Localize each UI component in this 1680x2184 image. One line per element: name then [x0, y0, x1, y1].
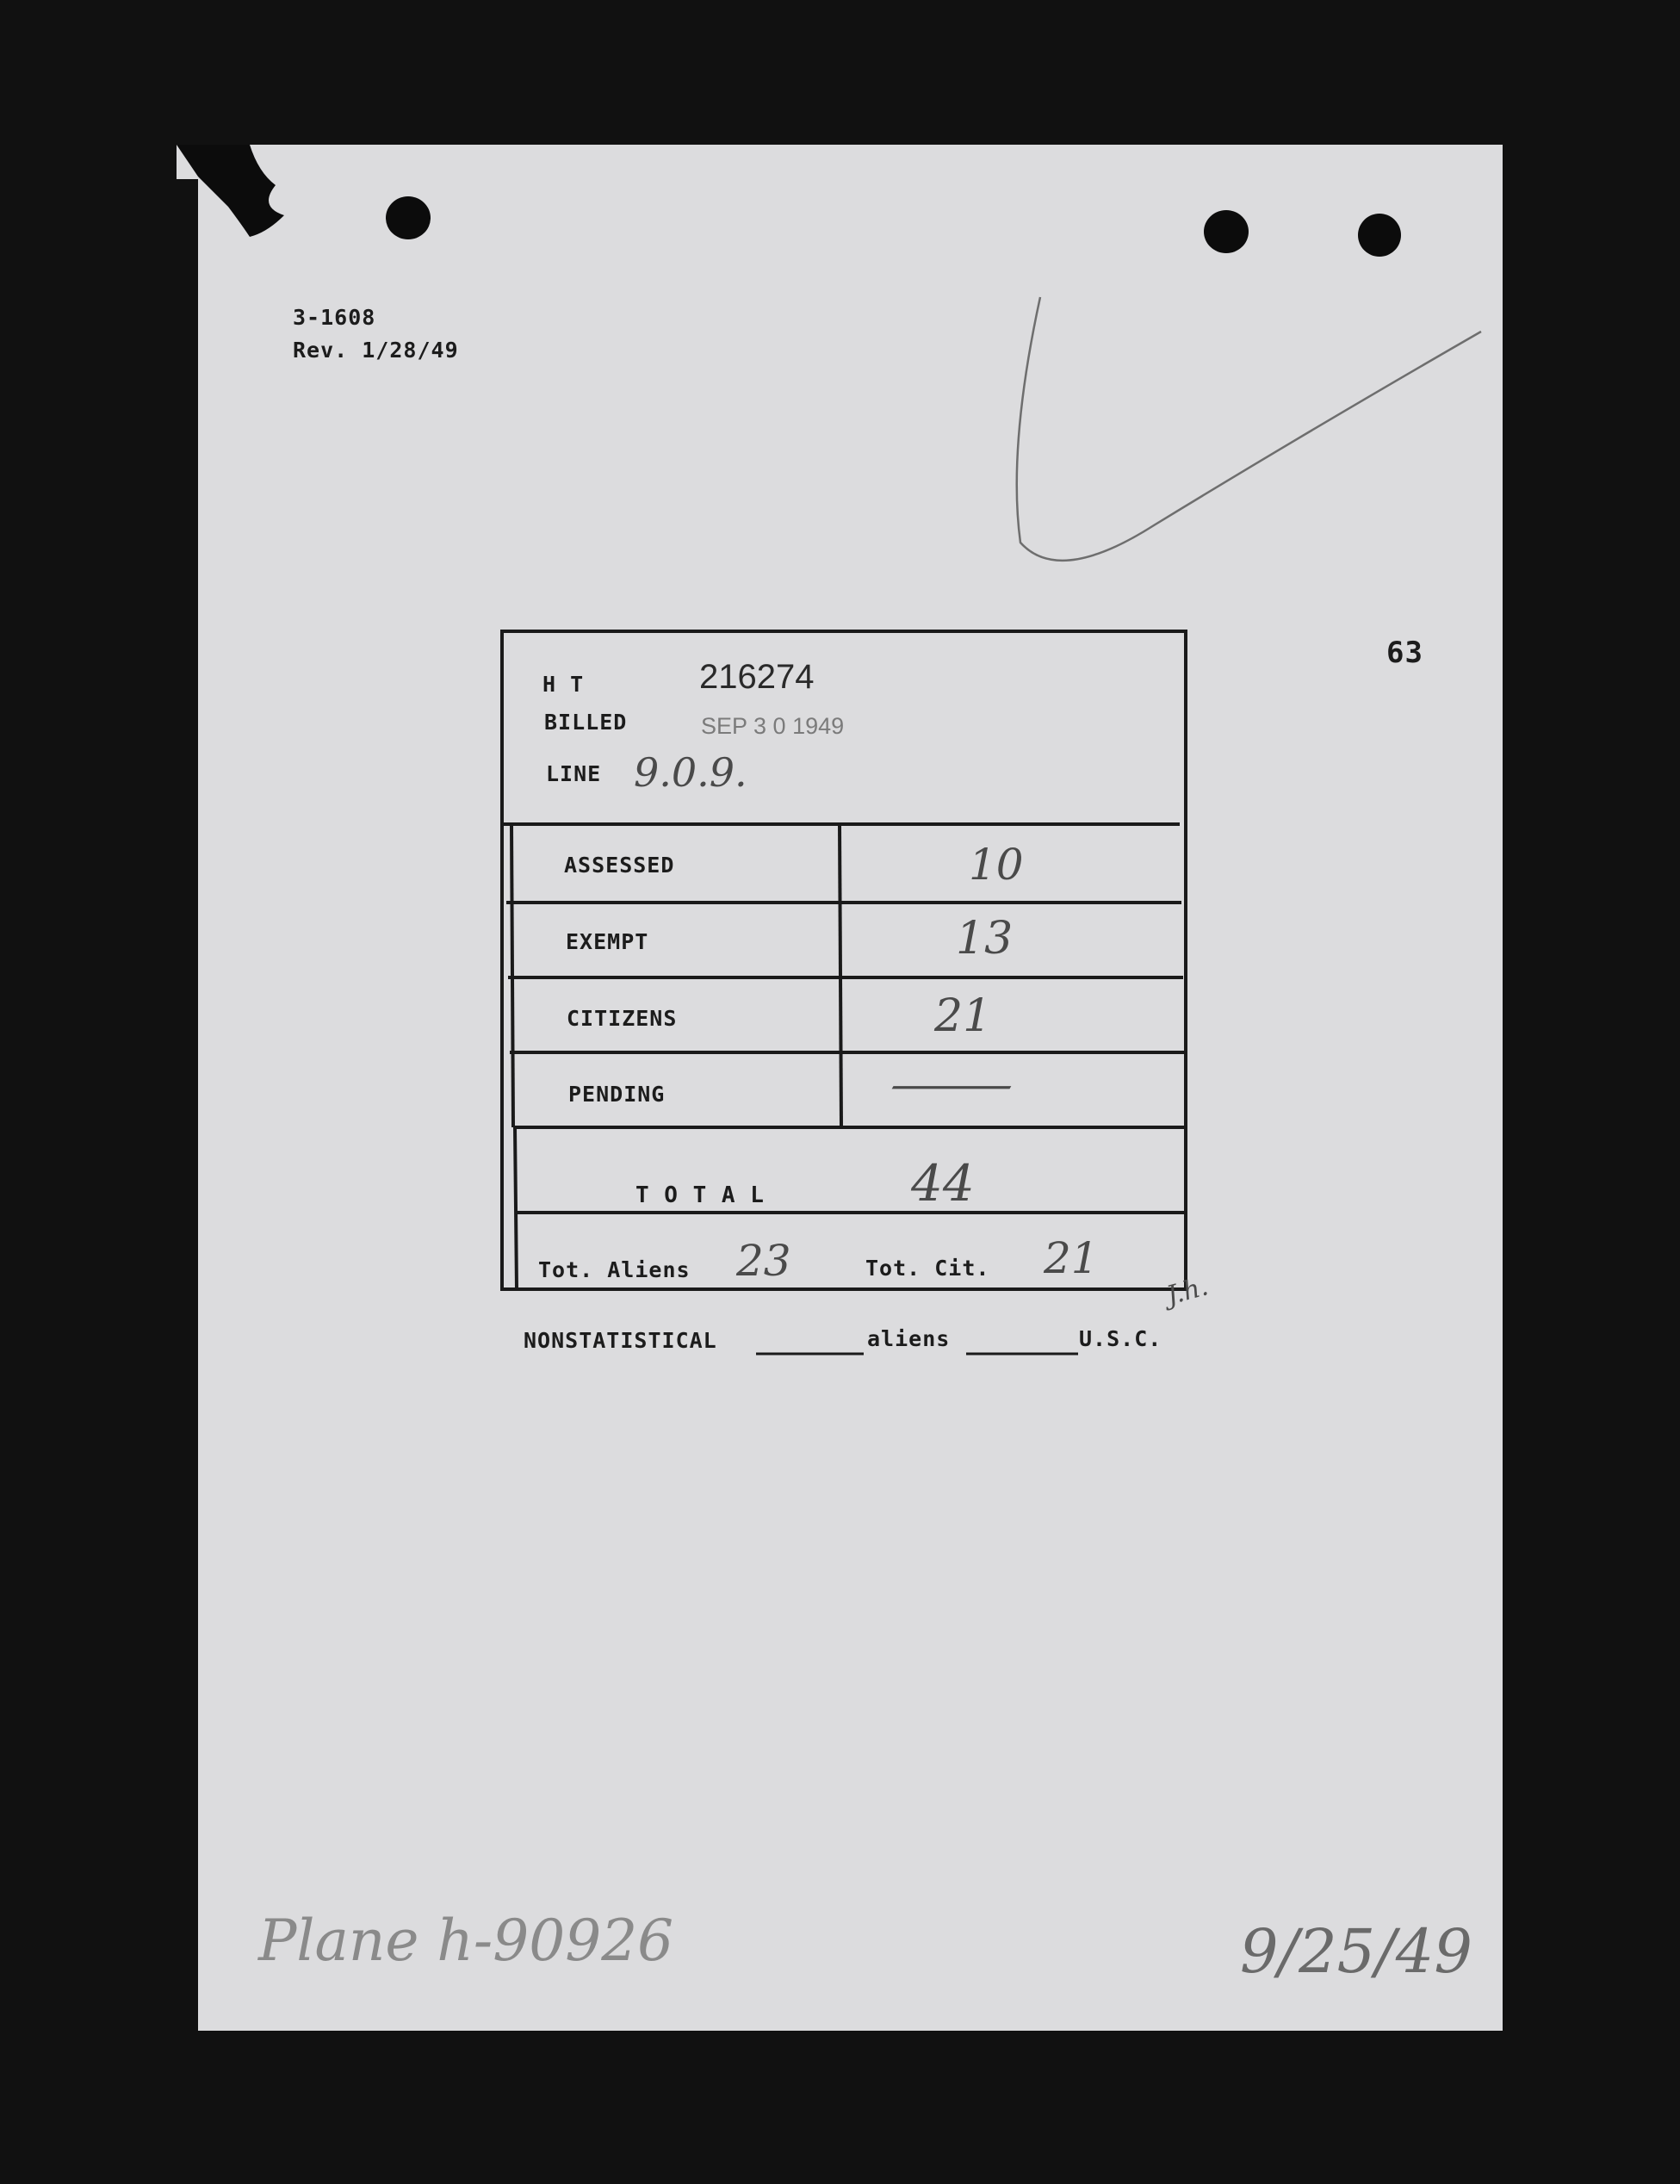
initials: J.h.: [1163, 1271, 1212, 1312]
row-value-citizens: 21: [934, 990, 992, 1042]
nonstatistical-aliens-label: aliens: [867, 1326, 951, 1351]
row-value-pending: —: [887, 1059, 1016, 1109]
page-number: 63: [1386, 636, 1423, 670]
nonstatistical-label: NONSTATISTICAL: [524, 1328, 717, 1353]
form-revision: Rev. 1/28/49: [293, 338, 459, 363]
total-value: 44: [911, 1154, 975, 1213]
tot-cit-value: 21: [1044, 1233, 1099, 1283]
total-label: T O T A L: [635, 1182, 765, 1208]
ht-label: H T: [542, 672, 585, 697]
row-label-assessed: ASSESSED: [564, 853, 675, 878]
billed-label: BILLED: [544, 710, 628, 735]
tot-cit-label: Tot. Cit.: [865, 1256, 990, 1281]
line-label: LINE: [546, 761, 602, 786]
row-value-exempt: 13: [956, 913, 1014, 965]
row-label-exempt: EXEMPT: [566, 929, 649, 954]
ht-number: 216274: [699, 658, 815, 696]
form-number: 3-1608: [293, 305, 376, 330]
billed-date-stamp: SEP 3 0 1949: [701, 713, 845, 739]
nonstatistical-usc-label: U.S.C.: [1079, 1326, 1162, 1351]
line-value: 9.0.9.: [634, 749, 747, 796]
bottom-note-right: 9/25/49: [1240, 1916, 1472, 1987]
bottom-note-left: Plane h-90926: [258, 1908, 674, 1974]
tot-aliens-value: 23: [736, 1236, 791, 1286]
row-label-citizens: CITIZENS: [567, 1006, 678, 1031]
tot-aliens-label: Tot. Aliens: [538, 1257, 691, 1282]
row-value-assessed: 10: [969, 840, 1024, 890]
row-label-pending: PENDING: [568, 1082, 666, 1107]
